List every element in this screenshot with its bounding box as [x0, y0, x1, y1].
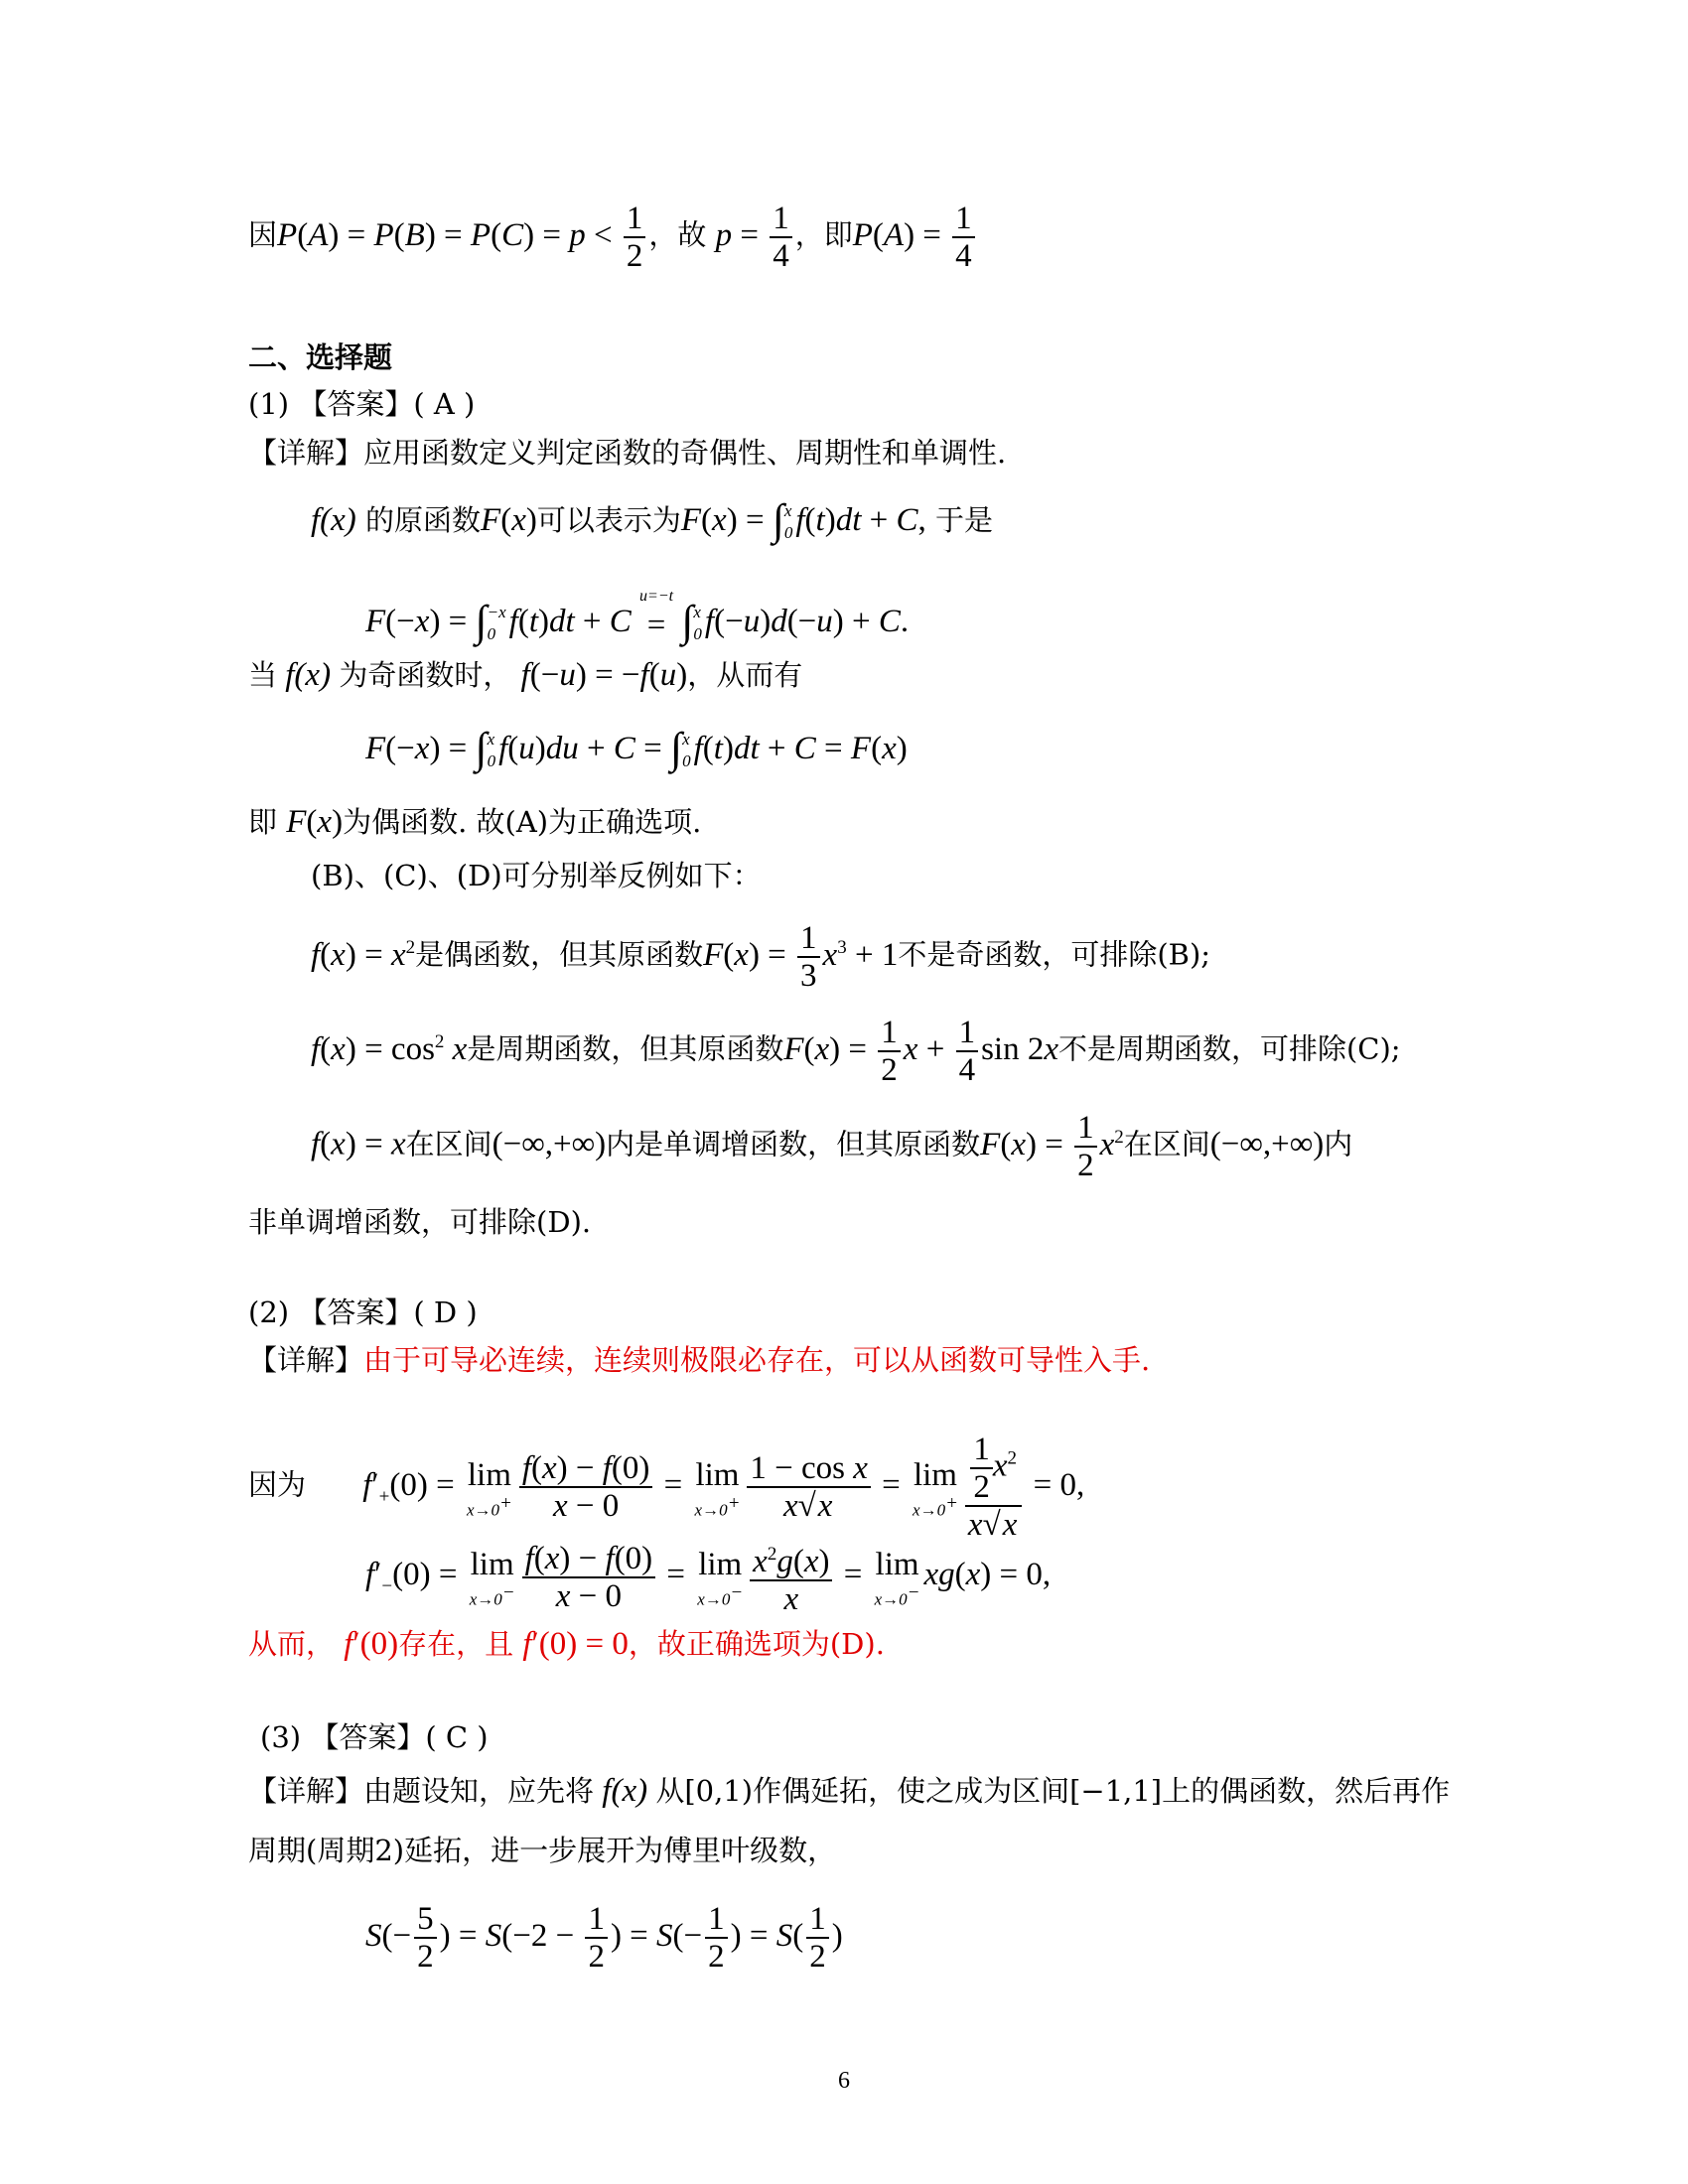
- formula-Fx-2: F(x): [286, 804, 344, 840]
- formula-ex-b: $f(x) = x^2$: [311, 936, 416, 973]
- q3-formula-S: S(− $\frac{5}{2}$ ) = S(−2 − $\frac{1}{2}$ ) = S(− $\frac{1}{2}$ ) = S( $\frac{1}{2}$ ): [365, 1901, 843, 1975]
- q2-line-conclusion: [248, 1624, 885, 1664]
- q3-detail-line: [248, 1771, 1450, 1811]
- q2-c3: ，故正确选项为(D).: [628, 1627, 885, 1661]
- formula-fx-2: f(x): [277, 657, 340, 693]
- formula-Fx: F(x): [481, 502, 537, 538]
- q2-line-right-derivative: [248, 1432, 1084, 1543]
- q2-detail-tag: 【详解】: [248, 1343, 364, 1377]
- q1-text-8b: 不是周期函数，可排除(C);: [1057, 1031, 1401, 1066]
- q1-answer: ( A ): [413, 387, 476, 421]
- q1-detail: 应用函数定义判定函数的奇偶性、周期性和单调性.: [363, 436, 1007, 470]
- q1-text-3c: ，从而有: [687, 658, 803, 692]
- formula-right-derivative: $f'_+(0)$ = lim x→0+ $\frac{f(x) - f(0)}{x - 0}$ = lim x→0+ $\frac{\text{1 − cos x}}{x√x}$ = lim x→0+ $\frac{1}{2}$ $x^2$ x√x = 0,: [362, 1432, 1085, 1543]
- q1-text-9a: 在区间: [405, 1127, 492, 1161]
- formula-interval-1: (−∞,+∞): [492, 1126, 607, 1162]
- q1-line-example-c: [311, 1015, 1401, 1088]
- formula-prob-equal: P(A) = P(B) = P(C) = p < $\frac{1}{2}$: [277, 217, 648, 253]
- q2-detail-line: [248, 1340, 1150, 1380]
- conclusion-line: [248, 201, 978, 274]
- q1-text-7a: 是偶函数，但其原函数: [415, 937, 704, 972]
- formula-odd: f(−u) = −f(u): [520, 657, 688, 693]
- formula-left-derivative: $f'_-(0)$ = lim x→0− $\frac{f(x) - f(0)}{x - 0}$ = lim x→0− $\frac{x^2g(x)}{x}$ = lim x→0− xg(x) = 0,: [365, 1557, 1051, 1592]
- q3-detail-line-2: 周期(周期2)延拓，进一步展开为傅里叶级数，: [248, 1834, 837, 1867]
- q3-detail-b: 从[0,1)作偶延拓，使之成为区间[−1,1]上的偶函数，然后再作: [655, 1774, 1451, 1808]
- q1-text-1a: 的原函数: [365, 503, 482, 537]
- q2-line-left-derivative: [365, 1537, 1051, 1617]
- q3-detail-tag: 【详解】: [248, 1774, 364, 1808]
- q1-detail-tag: 【详解】: [248, 436, 364, 470]
- q2-answer: ( D ): [413, 1296, 478, 1329]
- formula-Fx-integral: F(x) = ∫ x 0 f(t)dt + C,: [680, 495, 926, 544]
- formula-p-value: p = $\frac{1}{4}$: [716, 217, 795, 253]
- q3-answer-tag: 【答案】: [310, 1720, 426, 1754]
- q1-text-5b: 为偶函数. 故(A)为正确选项.: [343, 805, 702, 839]
- q1-text-9d: 内: [1324, 1127, 1353, 1161]
- formula-fx-3: f(x): [594, 1773, 656, 1809]
- q1-text-8a: 是周期函数，但其原函数: [467, 1031, 784, 1066]
- q1-line-final: 非单调增函数，可排除(D).: [248, 1205, 592, 1239]
- formula-pa-value: P(A) = $\frac{1}{4}$: [853, 217, 978, 253]
- formula-ex-d: f(x) = x: [311, 1126, 406, 1162]
- q1-formula-F-minus-x: F(−x) = ∫ −x 0 f(t)dt + C u=−t = ∫ x 0 f(−u)d(−u) + C.: [365, 588, 910, 645]
- q2-c1: 从而，: [248, 1627, 336, 1661]
- q1-text-9b: 内是单调增函数，但其原函数: [606, 1127, 981, 1161]
- text-ji: ，即: [794, 217, 853, 252]
- q1-text-1c: 于是: [935, 503, 994, 537]
- q1-line-conclusion: [248, 802, 701, 842]
- page-number: 6: [838, 2068, 850, 2094]
- q1-answer-line: [248, 384, 475, 424]
- q1-line-counterexamples: (B)、(C)、(D)可分别举反例如下：: [311, 859, 762, 892]
- q1-text-3b: 为奇函数时，: [339, 658, 512, 692]
- formula-interval-2: (−∞,+∞): [1209, 1126, 1325, 1162]
- q2-answer-line: [248, 1293, 478, 1332]
- formula-ex-c: $f(x) = \cos^2 x$: [311, 1030, 468, 1067]
- q3-answer: ( C ): [425, 1720, 489, 1754]
- q3-number: (3): [260, 1720, 302, 1754]
- q1-text-3a: 当: [248, 658, 278, 692]
- q1-number: (1): [248, 387, 290, 421]
- q1-answer-tag: 【答案】: [298, 387, 414, 421]
- formula-fx: f(x): [311, 502, 356, 538]
- formula-ex-d-F: F(x) = $\frac{1}{2}$ $x^2$: [980, 1110, 1124, 1183]
- q2-c2: 存在，且: [398, 1627, 514, 1661]
- q2-detail: 由于可导必连续，连续则极限必存在，可以从函数可导性入手.: [363, 1343, 1151, 1377]
- q1-text-7b: 不是奇函数，可排除(B);: [898, 937, 1211, 972]
- q3-detail-a: 由题设知，应先将: [363, 1774, 595, 1808]
- formula-ex-b-F: F(x) = $\frac{1}{3}$ $x^3 + 1$: [703, 920, 899, 994]
- q1-text-1b: 可以表示为: [536, 503, 681, 537]
- q1-line-example-d: [311, 1110, 1352, 1183]
- q2-number: (2): [248, 1296, 290, 1329]
- q2-answer-tag: 【答案】: [298, 1296, 414, 1329]
- q1-text-9c: 在区间: [1123, 1127, 1210, 1161]
- formula-f0-zero: f′(0) = 0: [522, 1626, 629, 1662]
- formula-ex-c-F: F(x) = $\frac{1}{2}$ x + $\frac{1}{4}$ sin 2x: [783, 1015, 1058, 1088]
- q1-formula-even: F(−x) = ∫ x 0 f(u)du + C = ∫ x 0 f(t)dt + C = F(x): [365, 724, 908, 772]
- q1-text-5a: 即: [248, 805, 278, 839]
- q1-line-odd: [248, 655, 802, 695]
- q1-line-antiderivative: [311, 496, 993, 544]
- q3-answer-line: [260, 1717, 489, 1757]
- q1-detail-line: [248, 433, 1006, 473]
- text-gu: ，故: [648, 217, 707, 252]
- section-title: 二、选择题: [248, 341, 393, 374]
- text-yin: 因: [248, 217, 278, 252]
- formula-f0: f′(0): [344, 1626, 399, 1662]
- q1-line-example-b: [311, 920, 1210, 994]
- q2-yinwei: 因为: [248, 1467, 307, 1502]
